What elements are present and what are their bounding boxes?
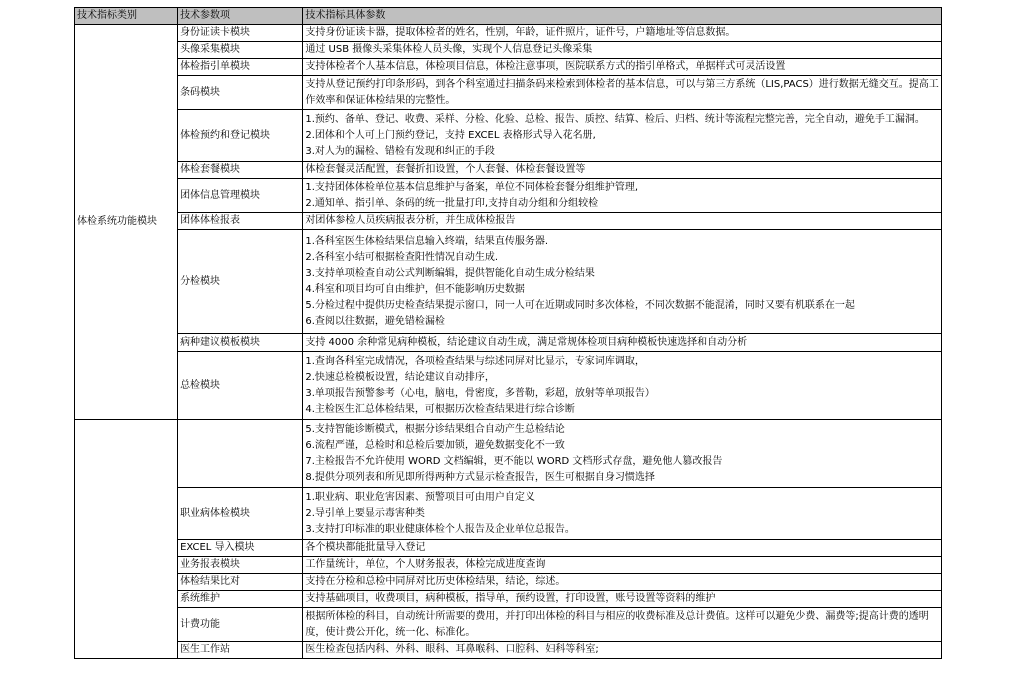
detail-line: 支持体检者个人基本信息，体检项目信息，体检注意事项，医院联系方式的指引单格式，单据样式可灵活设置 xyxy=(305,61,786,72)
module-name-cell: 职业病体检模块 xyxy=(178,488,303,540)
detail-line: 1.查询各科室完成情况，各项检查结果与综述同屏对比显示，专家词库调取， xyxy=(305,355,645,367)
table-row xyxy=(75,574,942,591)
detail-line: 1.职业病、职业危害因素、预警项目可由用户自定义 xyxy=(305,491,535,503)
module-detail-cell xyxy=(303,488,942,540)
table-row xyxy=(75,488,942,540)
module-detail-cell xyxy=(303,540,942,557)
detail-line: 8.提供分项列表和所见即所得两种方式显示检查报告，医生可根据自身习惯选择 xyxy=(305,471,655,483)
module-detail-cell xyxy=(303,25,942,42)
table-row xyxy=(75,540,942,557)
module-name-cell: 分检模块 xyxy=(178,230,303,334)
detail-line: 支持在分检和总检中同屏对比历史体检结果，结论，综述。 xyxy=(305,576,566,587)
category-cell-continued xyxy=(75,420,178,659)
detail-line: 2.通知单、指引单、条码的统一批量打印,支持自动分组和分组较检 xyxy=(305,197,599,209)
detail-line: 6.流程严谨，总检时和总检后要加锁，避免数据变化不一致 xyxy=(305,439,565,451)
module-name-cell: 病种建议模板模块 xyxy=(178,334,303,352)
table-row xyxy=(75,230,942,334)
module-detail-cell xyxy=(303,334,942,352)
module-detail-cell xyxy=(303,110,942,162)
table-header-row xyxy=(75,8,942,25)
detail-line: 2.团体和个人可上门预约登记，支持 EXCEL 表格形式导入花名册, xyxy=(305,129,596,141)
table-row xyxy=(75,591,942,608)
table-row xyxy=(75,42,942,59)
detail-line: 各个模块都能批量导入登记 xyxy=(305,542,426,553)
module-name-cell: 体检结果比对 xyxy=(178,574,303,591)
detail-line: 支持基础项目，收费项目，病种模板，指导单，预约设置，打印设置，账号设置等资料的维护 xyxy=(305,593,716,604)
detail-line: 支持 4000 余种常见病种模板，结论建议自动生成，满足常规体检项目病种模板快速选择和自动分析 xyxy=(305,336,748,348)
detail-line: 支持从登记预约打印条形码，到各个科室通过扫描条码来检索到体检者的基本信息，可以与第三方系统（LIS,PACS）进行数据无缝交互。提高工作效率和保证体检结果的完整性。 xyxy=(305,78,939,106)
module-detail-cell xyxy=(303,420,942,488)
module-detail-cell xyxy=(303,179,942,213)
table-row xyxy=(75,420,942,488)
header-param-item: 技术参数项 xyxy=(178,8,303,25)
table-row xyxy=(75,179,942,213)
module-name-cell xyxy=(178,420,303,488)
module-name-cell: 团体信息管理模块 xyxy=(178,179,303,213)
spec-table xyxy=(74,7,942,659)
module-name-cell: 计费功能 xyxy=(178,608,303,642)
table-row xyxy=(75,557,942,574)
module-detail-cell xyxy=(303,59,942,76)
detail-line: 6.查阅以往数据，避免错检漏检 xyxy=(305,315,445,327)
detail-line: 5.分检过程中提供历史检查结果提示窗口，同一人可在近期或同时多次体检，不同次数据不能混淆，同时又要有机联系在一起 xyxy=(305,299,855,311)
module-detail-cell xyxy=(303,42,942,59)
module-detail-cell xyxy=(303,574,942,591)
detail-line: 体检套餐灵活配置，套餐折扣设置，个人套餐、体检套餐设置等 xyxy=(305,164,586,175)
module-name-cell: 业务报表模块 xyxy=(178,557,303,574)
table-row xyxy=(75,334,942,352)
detail-line: 医生检查包括内科、外科、眼科、耳鼻喉科、口腔科、妇科等科室; xyxy=(305,644,599,655)
detail-line: 支持身份证读卡器，提取体检者的姓名，性别，年龄，证件照片，证件号，户籍地址等信息数据。 xyxy=(305,27,736,38)
table-body xyxy=(75,25,942,659)
detail-line: 1.支持团体体检单位基本信息维护与备案，单位不同体检套餐分组维护管理, xyxy=(305,181,639,193)
table-row xyxy=(75,352,942,420)
detail-line: 5.支持智能诊断模式，根据分诊结果组合自动产生总检结论 xyxy=(305,423,565,435)
module-name-cell: 总检模块 xyxy=(178,352,303,420)
detail-line: 3.支持单项检查自动公式判断编辑，提供智能化自动生成分检结果 xyxy=(305,267,595,279)
table-row xyxy=(75,162,942,179)
table-row xyxy=(75,110,942,162)
module-detail-cell xyxy=(303,162,942,179)
module-detail-cell xyxy=(303,608,942,642)
table-row xyxy=(75,25,942,42)
module-name-cell: 体检指引单模块 xyxy=(178,59,303,76)
detail-line: 4.科室和项目均可自由维护，但不能影响历史数据 xyxy=(305,283,525,295)
detail-line: 根据所体检的科目，自动统计所需要的费用，并打印出体检的科目与相应的收费标准及总计费值。这样可以避免少费、漏费等;提高计费的透明度，使计费公开化，统一化、标准化。 xyxy=(305,610,929,638)
table-row xyxy=(75,213,942,230)
module-detail-cell xyxy=(303,642,942,659)
module-name-cell: 头像采集模块 xyxy=(178,42,303,59)
detail-line: 7.主检报告不允许使用 WORD 文档编辑，更不能以 WORD 文档形式存盘，避免他人篡改报告 xyxy=(305,455,723,467)
module-name-cell: 条码模块 xyxy=(178,76,303,110)
module-detail-cell xyxy=(303,557,942,574)
detail-line: 工作量统计，单位，个人财务报表，体检完成进度查询 xyxy=(305,559,546,570)
module-detail-cell xyxy=(303,76,942,110)
detail-line: 4.主检医生汇总体检结果，可根据历次检查结果进行综合诊断 xyxy=(305,403,575,415)
module-name-cell: 团体体检报表 xyxy=(178,213,303,230)
detail-line: 2.各科室小结可根据检查阳性情况自动生成. xyxy=(305,251,499,263)
category-cell: 体检系统功能模块 xyxy=(75,25,178,420)
header-param-detail: 技术指标具体参数 xyxy=(303,8,942,25)
detail-line: 通过 USB 摄像头采集体检人员头像，实现个人信息登记头像采集 xyxy=(305,44,593,55)
table-row xyxy=(75,642,942,659)
module-name-cell: 体检预约和登记模块 xyxy=(178,110,303,162)
table-row xyxy=(75,59,942,76)
detail-line: 1.各科室医生体检结果信息输入终端，结果直传服务器. xyxy=(305,235,549,247)
module-detail-cell xyxy=(303,230,942,334)
module-name-cell: 身份证读卡模块 xyxy=(178,25,303,42)
spec-table-page xyxy=(74,7,942,659)
module-name-cell: 体检套餐模块 xyxy=(178,162,303,179)
detail-line: 对团体参检人员疾病报表分析，并生成体检报告 xyxy=(305,215,516,226)
detail-line: 2.导引单上要显示毒害种类 xyxy=(305,507,425,519)
module-name-cell: EXCEL 导入模块 xyxy=(178,540,303,557)
header-category: 技术指标类别 xyxy=(75,8,178,25)
module-name-cell: 系统维护 xyxy=(178,591,303,608)
table-row xyxy=(75,608,942,642)
detail-line: 2.快速总检模板设置，结论建议自动排序， xyxy=(305,371,495,383)
module-detail-cell xyxy=(303,591,942,608)
module-detail-cell xyxy=(303,352,942,420)
detail-line: 3.单项报告预警参考（心电，脑电，骨密度，多普勒，彩超，放射等单项报告） xyxy=(305,387,655,399)
module-detail-cell xyxy=(303,213,942,230)
module-name-cell: 医生工作站 xyxy=(178,642,303,659)
detail-line: 3.对人为的漏检、错检有发现和纠正的手段 xyxy=(305,145,495,157)
detail-line: 3.支持打印标准的职业健康体检个人报告及企业单位总报告。 xyxy=(305,523,575,535)
table-row xyxy=(75,76,942,110)
detail-line: 1.预约、备单、登记、收费、采样、分检、化验、总检、报告、质控、结算、检后、归档、统计等流程完整完善，完全自动，避免手工漏洞。 xyxy=(305,113,925,125)
